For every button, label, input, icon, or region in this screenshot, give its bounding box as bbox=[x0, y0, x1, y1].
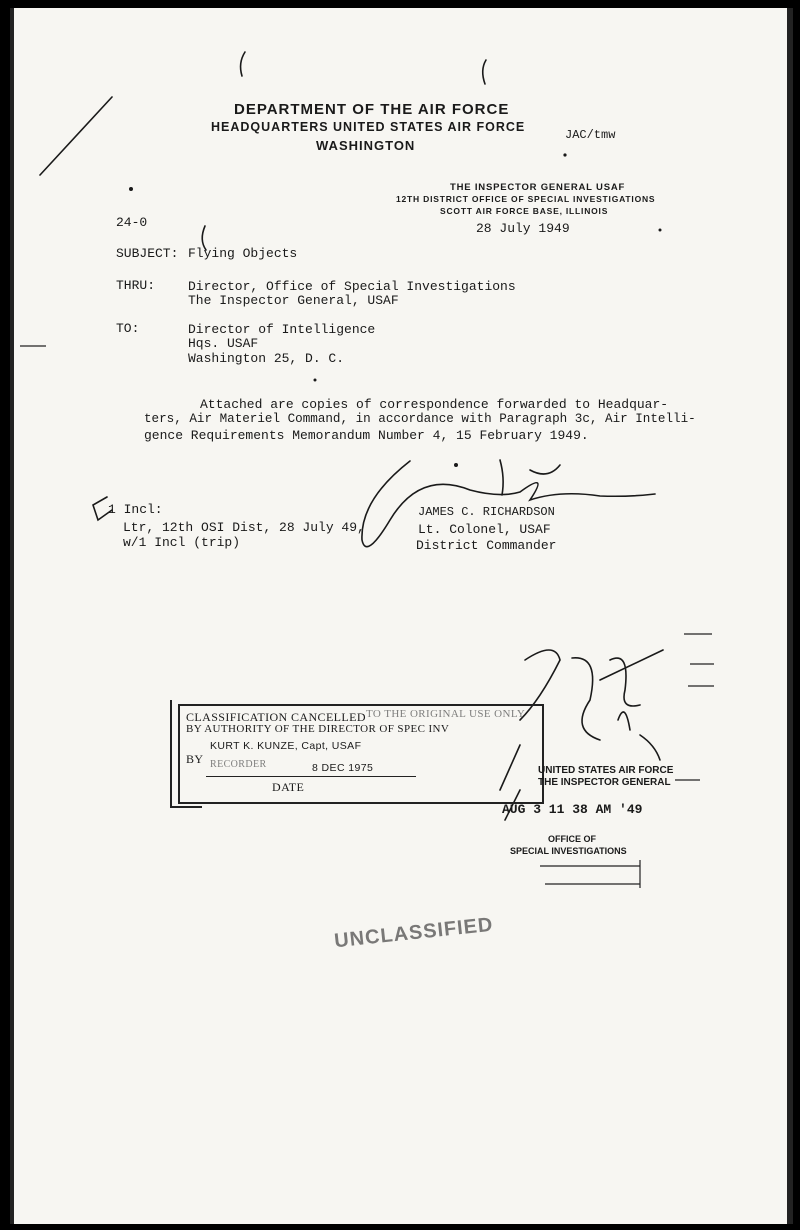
body-line-2: ters, Air Materiel Command, in accordance with Paragraph 3c, Air Intelli- bbox=[144, 412, 696, 426]
signer-name: JAMES C. RICHARDSON bbox=[418, 505, 555, 519]
to-label: TO: bbox=[116, 321, 140, 336]
signer-rank: Lt. Colonel, USAF bbox=[418, 522, 551, 537]
margin-stroke bbox=[40, 97, 112, 175]
declass-line-1-faint: TO THE ORIGINAL USE ONLY bbox=[366, 708, 526, 720]
declass-line-2: BY AUTHORITY OF THE DIRECTOR OF SPEC INV bbox=[186, 723, 450, 735]
signer-title: District Commander bbox=[416, 538, 557, 553]
enclosure-line-3: w/1 Incl (trip) bbox=[123, 535, 241, 550]
letterhead-city: WASHINGTON bbox=[316, 138, 416, 153]
received-line-1: UNITED STATES AIR FORCE bbox=[538, 765, 674, 776]
received-line-4: SPECIAL INVESTIGATIONS bbox=[510, 846, 627, 856]
file-number-paren bbox=[202, 226, 206, 250]
enclosure-line-2: Ltr, 12th OSI Dist, 28 July 49, bbox=[123, 520, 365, 535]
received-line-2: THE INSPECTOR GENERAL bbox=[538, 777, 671, 788]
unclassified-stamp: UNCLASSIFIED bbox=[333, 913, 495, 953]
declass-stamp-date: 8 DEC 1975 bbox=[312, 762, 374, 774]
signature bbox=[362, 461, 655, 547]
thru-line-2: The Inspector General, USAF bbox=[188, 293, 399, 308]
thru-line-1: Director, Office of Special Investigations bbox=[188, 279, 516, 294]
routing-scribble-3 bbox=[610, 658, 640, 706]
letterhead-department: DEPARTMENT OF THE AIR FORCE bbox=[234, 101, 510, 118]
declass-by-label: BY bbox=[186, 752, 204, 766]
to-line-2: Hqs. USAF bbox=[188, 336, 259, 351]
subject-value: Flying Objects bbox=[188, 246, 298, 261]
file-number: 24-0 bbox=[116, 215, 148, 230]
enclosure-line-1: 1 Incl: bbox=[108, 502, 163, 517]
declass-line-1: CLASSIFICATION CANCELLED bbox=[186, 710, 366, 724]
office-line-3: SCOTT AIR FORCE BASE, ILLINOIS bbox=[440, 206, 609, 216]
margin-tick-right bbox=[483, 60, 486, 84]
enclosure-check-mark bbox=[93, 497, 112, 520]
letterhead-headquarters: HEADQUARTERS UNITED STATES AIR FORCE bbox=[211, 120, 526, 134]
declass-by-name: KURT K. KUNZE, Capt, USAF bbox=[210, 740, 362, 752]
margin-tick-left bbox=[241, 52, 245, 76]
reference-code: JAC/tmw bbox=[565, 128, 616, 142]
body-line-3: gence Requirements Memorandum Number 4, 15 February 1949. bbox=[144, 428, 589, 443]
to-line-3: Washington 25, D. C. bbox=[188, 351, 345, 366]
subject-label: SUBJECT: bbox=[116, 246, 179, 261]
routing-scribble-2 bbox=[572, 658, 600, 740]
received-line-3: OFFICE OF bbox=[548, 834, 596, 844]
declass-date-label: DATE bbox=[272, 780, 305, 794]
office-line-2: 12TH DISTRICT OFFICE OF SPECIAL INVESTIGATIONS bbox=[396, 194, 656, 204]
document-date: 28 July 1949 bbox=[476, 221, 570, 236]
thru-label: THRU: bbox=[116, 278, 156, 293]
office-line-1: THE INSPECTOR GENERAL USAF bbox=[450, 182, 626, 193]
to-line-1: Director of Intelligence bbox=[188, 322, 376, 337]
received-timestamp: AUG 3 11 38 AM '49 bbox=[502, 802, 643, 817]
body-line-1: Attached are copies of correspondence forwarded to Headquar- bbox=[200, 397, 669, 412]
declass-by-faint: RECORDER bbox=[210, 759, 267, 770]
declass-date-rule bbox=[206, 776, 416, 777]
